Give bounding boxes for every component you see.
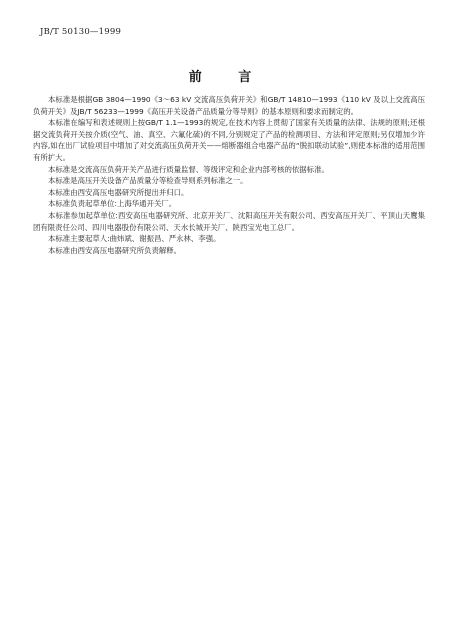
foreword-body	[33, 94, 425, 256]
paragraph-purpose: 本标准是交流高压负荷开关产品进行质量监督、等级评定和企业内部考核的依据标准。	[48, 164, 329, 174]
paragraph-drafting-unit: 本标准负责起草单位:上海华通开关厂。	[48, 199, 177, 209]
standard-code-header: JB/T 50130—1999	[40, 27, 122, 37]
paragraph-proposer: 本标准由西安高压电器研究所提出并归口。	[48, 187, 189, 197]
page-title: 前 言	[188, 70, 268, 85]
paragraph-drafters: 本标准主要起草人:曲炜斌、谢振昌、严永林、李强。	[48, 234, 221, 244]
paragraph-participating-units: 本标准参加起草单位:西安高压电器研究所、北京开关厂、沈阳高压开关有限公司、西安高压开关厂、平顶山天鹰集团有限责任公司、四川电器股份有限公司、天水长城开关厂、陕西宝光电工总厂。	[33, 210, 425, 232]
paragraph-rules: 本标准在编写和表述规则上按GB/T 1.1—1993的规定,在技术内容上贯彻了国家有关质量的法律、法规的原则;还根据交流负荷开关按介质(空气、油、真空、六氟化硫)的不同,分别规定了产品的检测项目、方法和评定原则;另仅增加少许内容,如在出厂试验项目中增加了对交流高压负荷开关——熔断器组合电器产品的“脱扣联动试验”,则使本标准的适用范围有所扩大。	[33, 118, 425, 162]
paragraph-basis: 本标准是根据GB 3804—1990《3～63 kV 交流高压负荷开关》和GB/T 14810—1993《110 kV 及以上交流高压负荷开关》及JB/T 56233—1999《高压开关设备产品质量分等导则》的基本原则和要求而制定的。	[33, 95, 425, 116]
paragraph-interpretation: 本标准由西安高压电器研究所负责解释。	[48, 245, 182, 255]
paragraph-series: 本标准是高压开关设备产品质量分等检查导则系列标准之一。	[48, 176, 248, 186]
